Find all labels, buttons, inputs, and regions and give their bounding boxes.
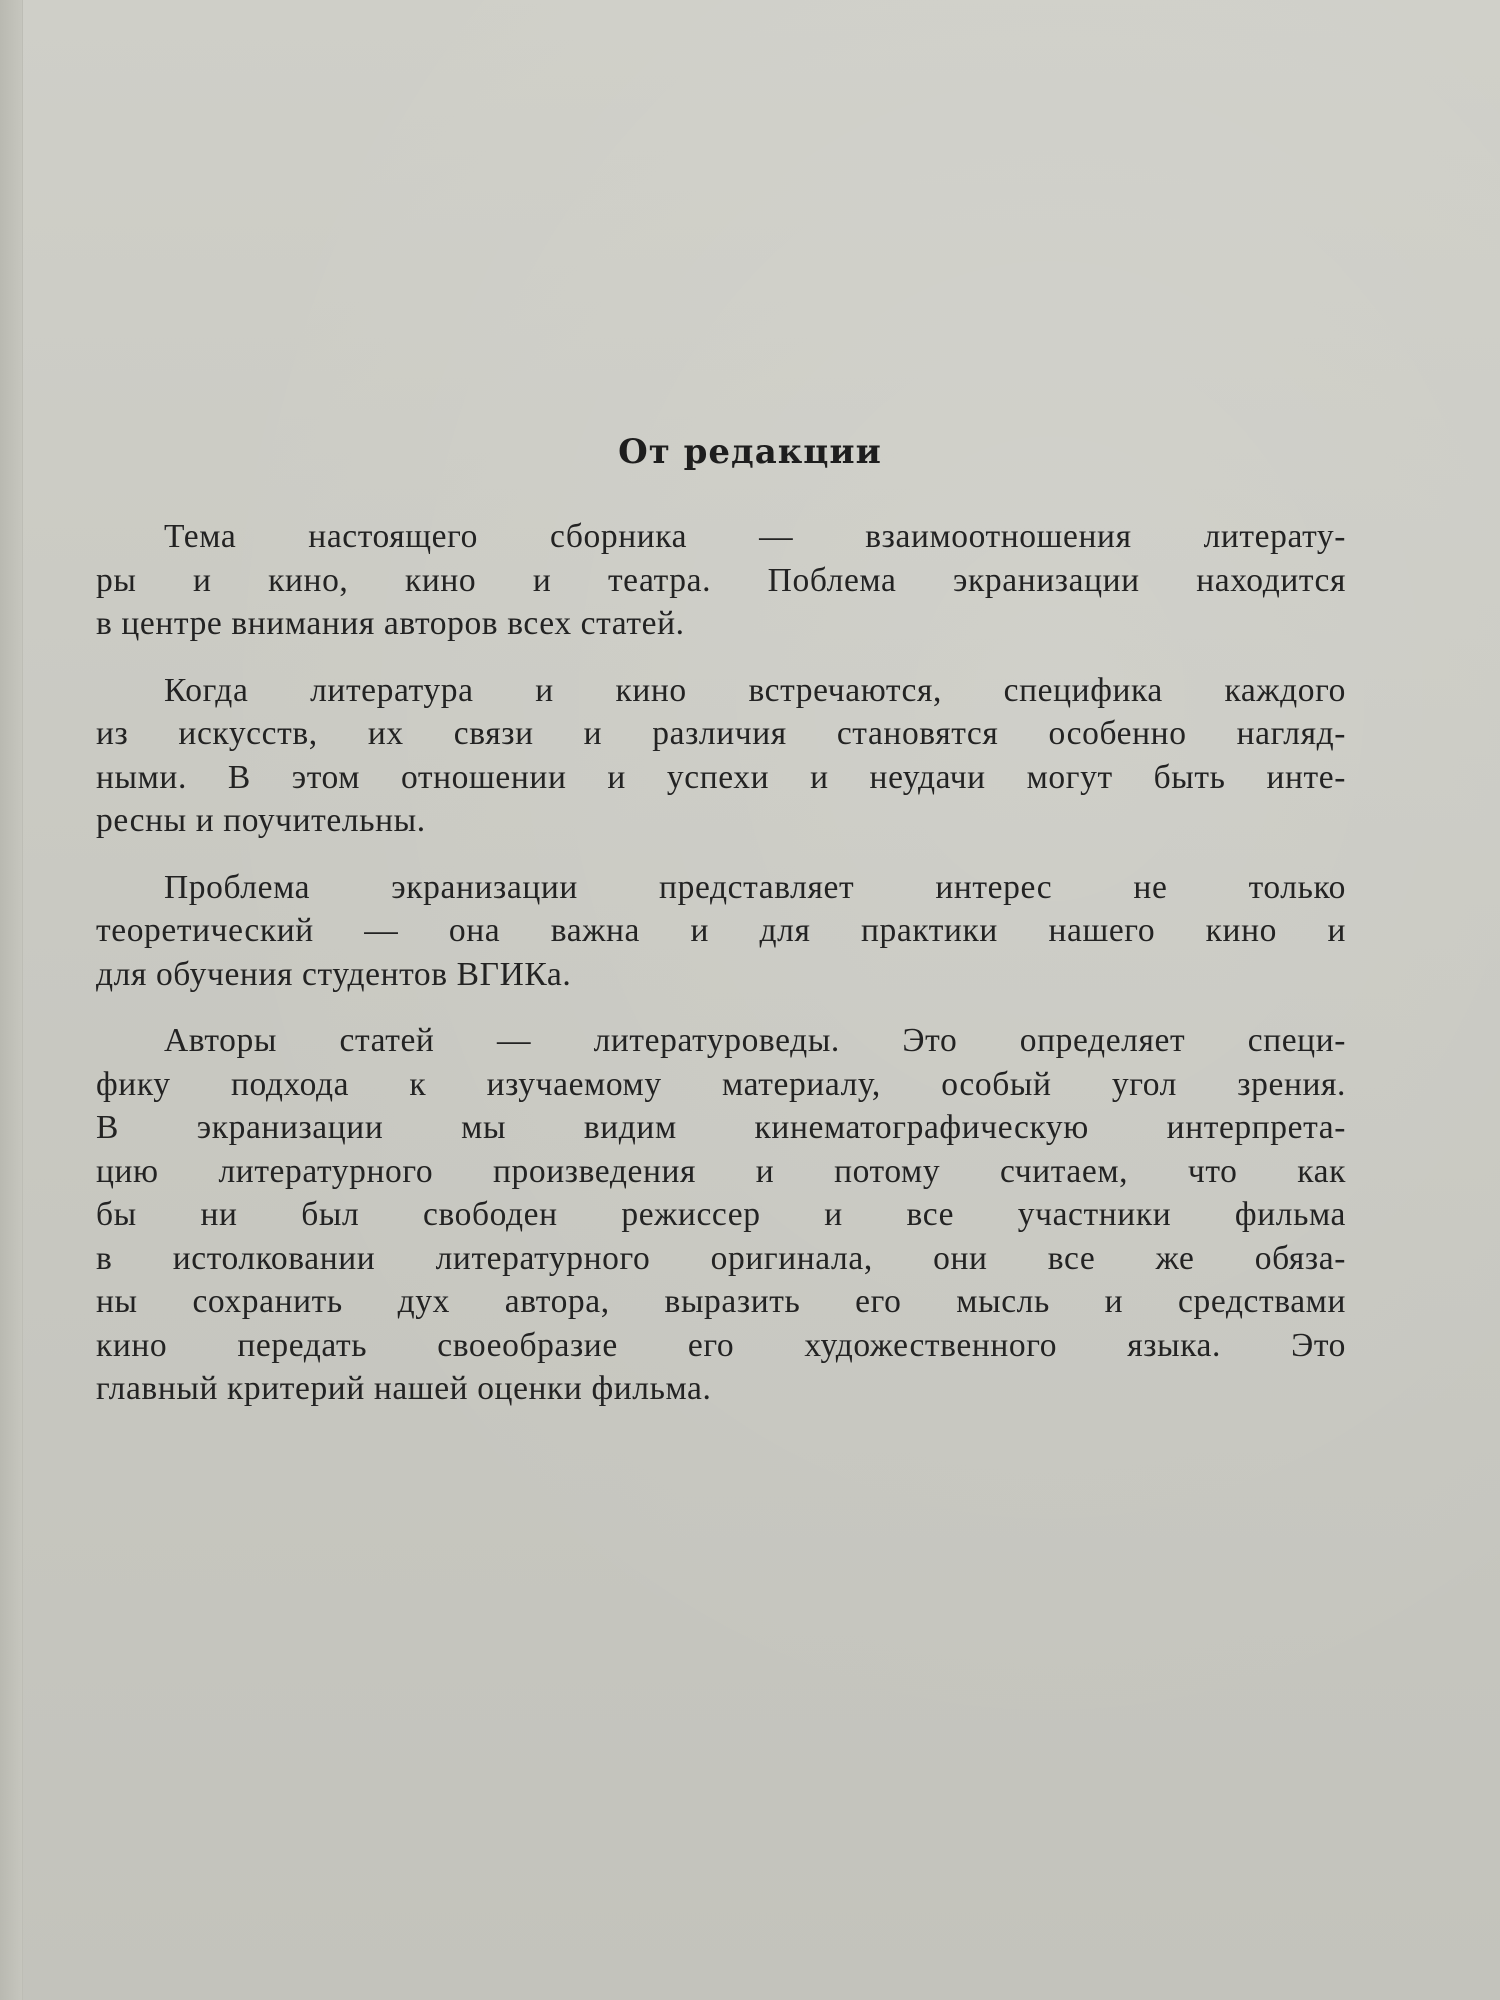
text-line: бы ни был свободен режиссер и все участники фильма <box>96 1196 1346 1233</box>
text-line: кино передать своеобразие его художественного языка. Это <box>96 1326 1346 1364</box>
paragraph <box>96 866 1346 997</box>
text-line: цию литературного произведения и потому считаем, что как <box>96 1152 1346 1190</box>
page-edge <box>0 0 23 2000</box>
text-line: Авторы статей — литературоведы. Это определяет специ- <box>164 1022 1346 1059</box>
paragraph <box>96 669 1346 843</box>
text-line: фику подхода к изучаемому материалу, особый угол зрения. <box>96 1065 1346 1103</box>
page-title: От редакции <box>618 432 882 472</box>
text-line: ры и кино, кино и театра. Поблема экранизации находится <box>96 561 1346 599</box>
text-line: в истолковании литературного оригинала, они все же обяза- <box>96 1239 1346 1277</box>
paragraph-gap <box>96 996 1346 1019</box>
text-line: в центре внимания авторов всех статей. <box>96 605 685 642</box>
paragraph-gap <box>96 646 1346 669</box>
text-line: Тема настоящего сборника — взаимоотношения литерату- <box>164 518 1346 555</box>
text-line: для обучения студентов ВГИКа. <box>96 955 572 993</box>
body-text <box>96 515 1346 1411</box>
paragraph <box>96 515 1346 646</box>
text-line: Проблема экранизации представляет интерес не только <box>164 868 1346 906</box>
paragraph-gap <box>96 843 1346 866</box>
text-line: из искусств, их связи и различия становятся особенно нагляд- <box>96 715 1346 752</box>
text-line: Когда литература и кино встречаются, специфика каждого <box>164 671 1346 709</box>
text-line: В экранизации мы видим кинематографическую интерпрета- <box>96 1109 1346 1146</box>
text-line: ресны и поучительны. <box>96 802 426 839</box>
paragraph <box>96 1019 1346 1411</box>
text-line: ны сохранить дух автора, выразить его мысль и средствами <box>96 1283 1346 1320</box>
text-line: теоретический — она важна и для практики нашего кино и <box>96 912 1346 949</box>
text-line: главный критерий нашей оценки фильма. <box>96 1370 712 1407</box>
text-line: ными. В этом отношении и успехи и неудачи могут быть инте- <box>96 758 1346 796</box>
